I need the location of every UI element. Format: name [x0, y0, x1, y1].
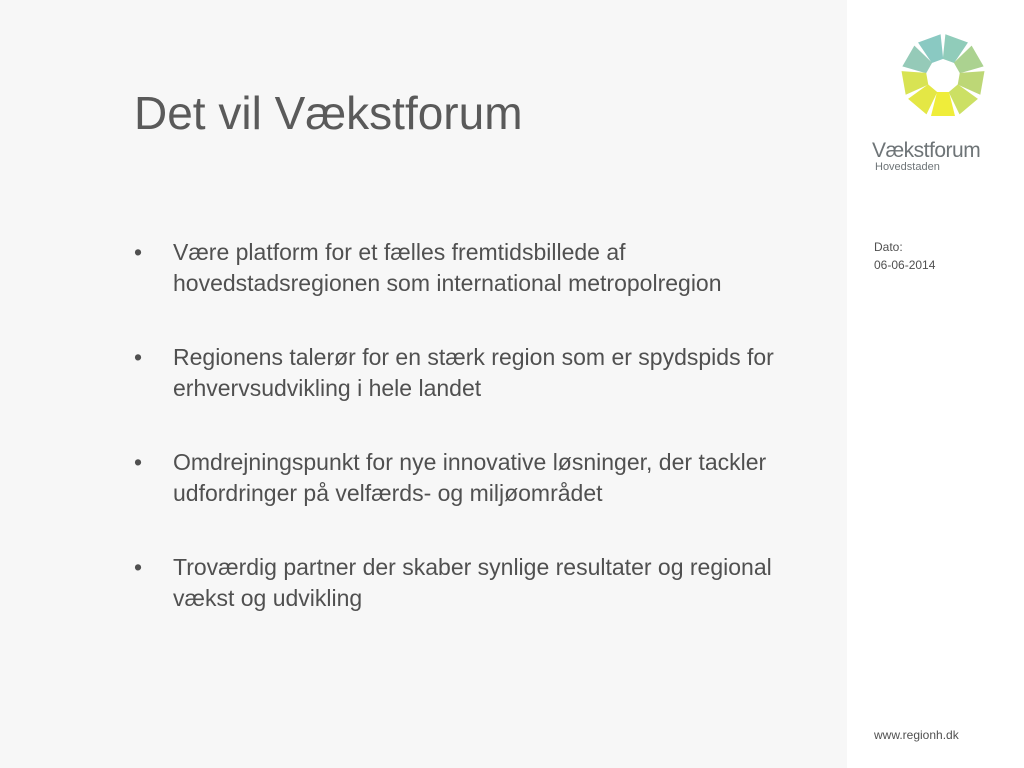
- bullet-item: [134, 447, 784, 509]
- date-label: Dato:: [874, 240, 903, 254]
- bullet-text: Regionens talerør for en stærk region som er spydspids for erhvervsudvikling i hele landet: [173, 344, 774, 401]
- bullet-item: [134, 237, 784, 299]
- bullet-text: Troværdig partner der skaber synlige resultater og regional vækst og udvikling: [173, 554, 772, 611]
- slide-title: Det vil Vækstforum: [134, 87, 523, 139]
- bullet-text: Omdrejningspunkt for nye innovative løsninger, der tackler udfordringer på velfærds- og miljøområdet: [173, 449, 767, 506]
- website-url: www.regionh.dk: [874, 728, 959, 742]
- brand-name: Vækstforum: [872, 139, 981, 162]
- vaekstforum-logo-icon: [885, 26, 1001, 136]
- bullet-list: [134, 237, 784, 657]
- bullet-marker: •: [134, 554, 143, 580]
- brand-subtitle: Hovedstaden: [875, 161, 940, 173]
- bullet-item: [134, 342, 784, 404]
- bullet-text: Være platform for et fælles fremtidsbillede af hovedstadsregionen som international metropolregion: [173, 239, 722, 296]
- date-value: 06-06-2014: [874, 258, 936, 272]
- bullet-item: [134, 552, 784, 614]
- bullet-marker: •: [134, 344, 143, 370]
- bullet-marker: •: [134, 449, 143, 475]
- bullet-marker: •: [134, 239, 143, 265]
